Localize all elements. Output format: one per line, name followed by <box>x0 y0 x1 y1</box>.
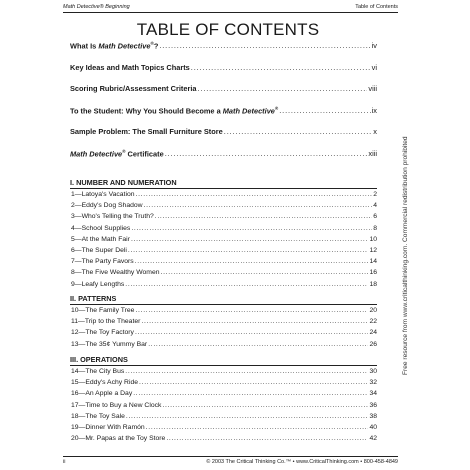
front-matter-entry[interactable] <box>70 63 377 85</box>
entry-label: 17—Time to Buy a New Clock <box>71 401 162 409</box>
entry-page-number: 20 <box>369 307 377 314</box>
toc-entry[interactable] <box>70 424 377 435</box>
entry-label: 1—Latoya's Vacation <box>71 191 135 198</box>
entry-label <box>70 127 223 136</box>
dot-leader <box>125 281 368 288</box>
entry-page-number: 40 <box>369 423 377 431</box>
entry-label: 9—Leafy Lengths <box>71 280 125 288</box>
dot-leader <box>198 84 368 93</box>
entry-italic-text: Math Detective <box>98 41 151 51</box>
section-heading: II. PATTERNS <box>70 294 117 303</box>
entry-page-number: vi <box>371 62 377 72</box>
toc-entry[interactable] <box>70 318 377 329</box>
toc-entry[interactable] <box>70 269 377 280</box>
page-title: TABLE OF CONTENTS <box>136 20 320 39</box>
header-rule <box>63 12 398 13</box>
side-note-text: Free resource from www.criticalthinking.com. Commercial redistribution prohibited <box>402 136 409 375</box>
entry-label <box>70 106 278 115</box>
toc-entry[interactable] <box>70 225 377 236</box>
registered-mark: ® <box>122 148 126 154</box>
entry-text: Sample Problem: The Small Furniture Store <box>70 127 223 137</box>
entry-page-number: 30 <box>369 368 377 375</box>
entry-label: 4—School Supplies <box>71 224 131 232</box>
entry-label: 16—An Apple a Day <box>71 390 133 398</box>
dot-leader <box>133 390 368 397</box>
entry-label: 19—Dinner With Ramón <box>71 423 145 431</box>
section-rule <box>70 365 377 366</box>
entry-text: ? <box>153 41 159 51</box>
entry-text: Certificate <box>125 149 164 159</box>
dot-leader <box>125 368 368 375</box>
dot-leader <box>131 225 372 232</box>
dot-leader <box>141 318 368 325</box>
entry-label: 11—Trip to the Theater <box>71 318 141 326</box>
page-number: ii <box>63 459 66 465</box>
toc-entry[interactable] <box>70 379 377 390</box>
entry-label <box>70 149 164 158</box>
entry-page-number: 4 <box>373 202 377 210</box>
entry-page-number: 26 <box>369 340 377 348</box>
entry-text: To the Student: Why You Should Become a <box>70 106 223 116</box>
entry-label: 14—The City Bus <box>71 368 125 375</box>
dot-leader <box>279 106 370 115</box>
front-matter-entry[interactable] <box>70 106 377 128</box>
entry-page-number: 24 <box>369 329 377 337</box>
running-header-right: Table of Contents <box>355 4 398 10</box>
dot-leader <box>131 236 369 243</box>
footer-rule <box>63 456 398 457</box>
entry-label: 6—The Super Deli <box>71 246 127 254</box>
entry-label: 13—The 35¢ Yummy Bar <box>71 340 148 348</box>
entry-label: 8—The Five Wealthy Women <box>71 269 160 277</box>
toc-entry[interactable] <box>70 213 377 224</box>
entry-italic-text: Math Detective <box>222 106 275 116</box>
section-operations <box>70 355 377 446</box>
entry-page-number: 36 <box>369 401 377 409</box>
entry-page-number: 34 <box>369 390 377 398</box>
dot-leader <box>224 127 373 136</box>
entry-page-number: ix <box>371 106 377 116</box>
front-matter-entry[interactable] <box>70 41 377 63</box>
section-number-and-numeration <box>70 178 377 292</box>
entry-page-number: 6 <box>373 213 377 221</box>
dot-leader <box>161 269 369 276</box>
dot-leader <box>144 202 373 209</box>
entry-page-number: viii <box>368 84 377 94</box>
section-heading: I. NUMBER AND NUMERATION <box>70 178 177 187</box>
dot-leader <box>135 307 368 314</box>
entry-label: 7—The Party Favors <box>71 258 134 266</box>
registered-mark: ® <box>274 105 279 111</box>
entry-label <box>70 41 158 50</box>
copyright-footer: © 2003 The Critical Thinking Co.™ • www.CriticalThinking.com • 800-458-4849 <box>206 459 398 465</box>
dot-leader <box>136 191 373 198</box>
toc-entry[interactable] <box>70 307 377 318</box>
entry-page-number: 10 <box>369 235 377 243</box>
dot-leader <box>162 402 368 409</box>
dot-leader <box>155 213 372 220</box>
entry-label: 20—Mr. Papas at the Toy Store <box>71 435 166 443</box>
entry-page-number: 8 <box>373 224 377 232</box>
dot-leader <box>128 247 369 254</box>
entry-label: 3—Who's Telling the Truth? <box>71 213 154 221</box>
front-matter-list <box>70 41 377 171</box>
toc-entry[interactable] <box>70 247 377 258</box>
entry-text: Scoring Rubric/Assessment Criteria <box>70 84 197 94</box>
entry-page-number: 42 <box>369 435 377 443</box>
dot-leader <box>191 63 371 72</box>
entry-label: 10—The Family Tree <box>71 307 135 314</box>
toc-entry[interactable] <box>70 191 377 202</box>
toc-entry[interactable] <box>70 281 377 292</box>
toc-entry[interactable] <box>70 236 377 247</box>
dot-leader <box>135 258 369 265</box>
dot-leader <box>126 413 369 420</box>
entry-page-number: iv <box>371 41 377 51</box>
entry-page-number: 32 <box>369 379 377 387</box>
entry-page-number: 2 <box>373 191 377 198</box>
dot-leader <box>166 435 368 442</box>
front-matter-entry[interactable] <box>70 84 377 106</box>
toc-entry[interactable] <box>70 329 377 340</box>
entry-page-number: xiii <box>368 149 377 159</box>
toc-entry[interactable] <box>70 413 377 424</box>
dot-leader <box>139 379 368 386</box>
entry-text: Key Ideas and Math Topics Charts <box>70 62 190 72</box>
dot-leader <box>135 329 368 336</box>
section-rule <box>70 304 377 305</box>
registered-mark: ® <box>150 41 154 46</box>
entry-label <box>70 63 190 72</box>
entry-page-number: 14 <box>369 258 377 266</box>
entry-italic-text: Math Detective <box>70 149 123 159</box>
toc-entry[interactable] <box>70 202 377 213</box>
toc-entry[interactable] <box>70 435 377 446</box>
toc-entry[interactable] <box>70 341 377 352</box>
entry-text: What Is <box>70 41 99 51</box>
toc-entry[interactable] <box>70 258 377 269</box>
section-heading: III. OPERATIONS <box>70 355 128 364</box>
entry-label: 12—The Toy Factory <box>71 329 134 337</box>
entry-label: 5—At the Math Fair <box>71 235 130 243</box>
entry-page-number: 22 <box>369 318 377 326</box>
running-header-left: Math Detective® Beginning <box>63 4 130 10</box>
dot-leader <box>159 41 370 50</box>
side-note <box>402 90 416 375</box>
entry-label: 2—Eddy's Dog Shadow <box>71 202 143 210</box>
section-patterns <box>70 294 377 352</box>
toc-entry[interactable] <box>70 402 377 413</box>
entry-label: 18—The Toy Sale <box>71 412 125 420</box>
dot-leader <box>165 149 368 158</box>
entry-page-number: 16 <box>369 269 377 277</box>
entry-label <box>70 84 197 93</box>
entry-page-number: 38 <box>369 412 377 420</box>
section-rule <box>70 188 377 189</box>
dot-leader <box>148 341 368 348</box>
front-matter-entry[interactable] <box>70 127 377 149</box>
entry-label: 15—Eddy's Achy Ride <box>71 379 139 387</box>
toc-entry[interactable] <box>70 390 377 401</box>
entry-page-number: 12 <box>369 246 377 254</box>
toc-entry[interactable] <box>70 368 377 379</box>
front-matter-entry[interactable] <box>70 149 377 171</box>
dot-leader <box>146 424 369 431</box>
entry-page-number: 18 <box>369 280 377 288</box>
entry-page-number: x <box>373 127 377 137</box>
